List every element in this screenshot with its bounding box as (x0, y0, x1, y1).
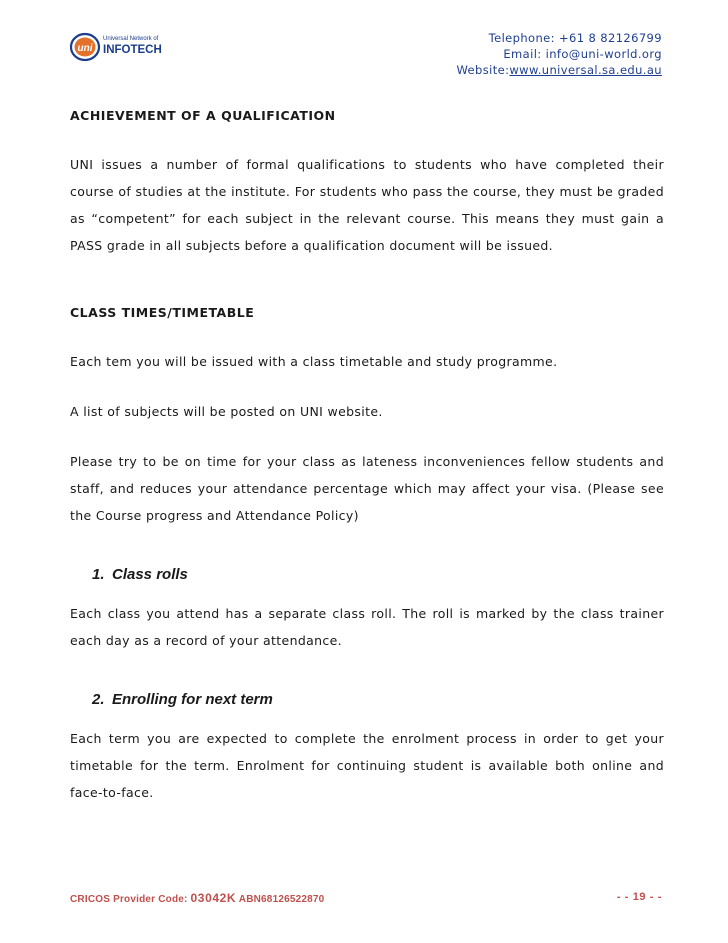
website-label: Website: (456, 63, 510, 77)
class-rolls-heading (70, 566, 664, 584)
logo-name: INFOTECH (103, 44, 162, 56)
uni-logo-icon (70, 30, 170, 66)
class-times-paragraph-1: Each tem you will be issued with a class timetable and study programme. (70, 354, 558, 369)
website-link[interactable]: www.universal.sa.edu.au (509, 63, 662, 77)
email-line[interactable]: Email: info@uni-world.org (503, 47, 662, 61)
logo-tagline: Universal Network of (103, 36, 159, 42)
telephone-line: Telephone: +61 8 82126799 (488, 31, 662, 45)
page-footer (70, 891, 662, 905)
page-content (70, 108, 664, 806)
enrolling-number: 2. (92, 691, 105, 708)
website-line (456, 62, 662, 78)
logo-badge-text: uni (77, 43, 93, 54)
enrolling-paragraph: Each term you are expected to complete the enrolment process in order to get your timetable for the term. Enrolment for continuing student is available both online and face-to-face. (70, 731, 664, 800)
cricos-code: 03042K (190, 891, 237, 905)
class-rolls-number: 1. (92, 566, 105, 583)
page-number: - - 19 - - (616, 891, 662, 903)
achievement-paragraph: UNI issues a number of formal qualifications to students who have completed their course of studies at the institute. For students who pass the course, they must be graded as “competent” for each subject in the relevant course. This means they must gain a PASS grade in all subjects before a qualification document will be issued. (70, 157, 664, 253)
enrolling-heading (70, 691, 664, 709)
achievement-heading: ACHIEVEMENT OF A QUALIFICATION (70, 108, 336, 123)
institute-logo (70, 30, 170, 66)
class-times-paragraph-3: Please try to be on time for your class as lateness inconveniences fellow students and staff, and reduces your attendance percentage which may affect your visa. (Please see the Course progress and Attendance Policy) (70, 454, 664, 523)
enrolling-title: Enrolling for next term (112, 691, 273, 708)
cricos-label: CRICOS Provider Code: (70, 894, 191, 905)
class-rolls-title: Class rolls (112, 566, 188, 583)
abn-number: ABN68126522870 (236, 894, 325, 905)
class-rolls-paragraph: Each class you attend has a separate class roll. The roll is marked by the class trainer each day as a record of your attendance. (70, 606, 664, 648)
class-times-heading: CLASS TIMES/TIMETABLE (70, 305, 255, 320)
contact-info (456, 30, 662, 78)
class-times-paragraph-2: A list of subjects will be posted on UNI website. (70, 404, 383, 419)
